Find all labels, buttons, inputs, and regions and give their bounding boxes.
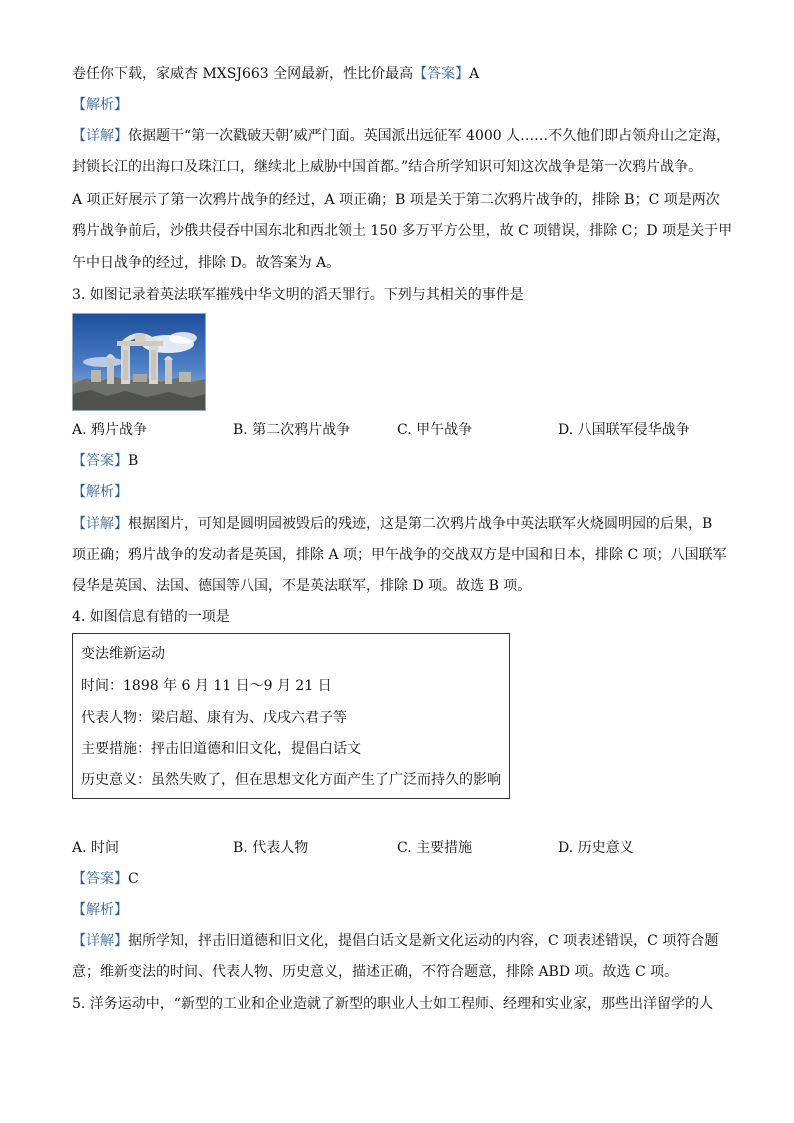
q2-detail-line-4: 鸦片战争前后，沙俄共侵吞中国东北和西北领土 150 多万平方公里，故 C 项错误，排除 C；D 项是关于甲 [72,223,733,239]
answer-tag: 【答案】 [72,871,128,887]
q3-option-b: B. 第二次鸦片战争 [233,422,351,438]
q3-stem: 3. 如图记录着英法联军摧残中华文明的滔天罪行。下列与其相关的事件是 [72,287,524,303]
q3-option-a: A. 鸦片战争 [72,422,148,438]
analysis-tag: 【解析】 [72,97,128,113]
answer-value: B [128,453,139,469]
box-title: 变法维新运动 [81,646,165,662]
detail-text: 据所学知，抨击旧道德和旧文化，提倡白话文是新文化运动的内容，C 项表述错误，C 项符合题 [128,933,719,949]
answer-tag: 【答案】 [413,66,470,82]
q3-detail-line-2: 项正确；鸦片战争的发动者是英国，排除 A 项；甲午战争的交战双方是中国和日本，排除 C 项；八国联军 [72,547,727,563]
box-measures: 主要措施：抨击旧道德和旧文化，提倡白话文 [81,741,361,757]
analysis-tag: 【解析】 [72,484,128,500]
q4-option-d: D. 历史意义 [558,840,634,856]
q4-stem: 4. 如图信息有错的一项是 [72,609,230,625]
q3-option-d: D. 八国联军侵华战争 [558,422,690,438]
box-significance: 历史意义：虽然失败了，但在思想文化方面产生了广泛而持久的影响 [81,772,501,788]
q2-detail-line-2: 封锁长江的出海口及珠江口，继续北上威胁中国首都。”结合所学知识可知这次战争是第一次鸦片战争。 [72,159,703,175]
q3-detail-line-1 [72,514,712,534]
q4-detail-line-1 [72,931,718,951]
detail-tag: 【详解】 [72,128,128,144]
q2-detail-line-3: A 项正好展示了第一次鸦片战争的经过，A 项正确；B 项是关于第二次鸦片战争的，排除 B；C 项是两次 [72,192,720,208]
detail-text: 根据图片，可知是圆明园被毁后的残迹，这是第二次鸦片战争中英法联军火烧圆明园的后果，B [128,516,713,532]
q4-option-b: B. 代表人物 [233,840,309,856]
q3-answer [72,451,138,471]
detail-tag: 【详解】 [72,933,128,949]
q4-info-box [72,633,510,799]
header-line [72,64,479,84]
answer-value: A [469,66,480,82]
detail-tag: 【详解】 [72,516,128,532]
header-text: 卷任你下载，家威杏 MXSJ663 全网最新，性比价最高 [72,66,414,82]
q3-detail-line-3: 侵华是英国、法国、德国等八国，不是英法联军，排除 D 项。故选 B 项。 [72,578,532,594]
q3-option-c: C. 甲午战争 [397,422,473,438]
q4-option-c: C. 主要措施 [397,840,473,856]
q2-detail-line-5: 午中日战争的经过，排除 D。故答案为 A。 [72,255,341,271]
analysis-tag: 【解析】 [72,902,128,918]
detail-text: 依据题干“第一次戳破天朝’威严门面。英国派出远征军 4000 人……不久他们即占领舟山之定海， [128,128,731,144]
answer-tag: 【答案】 [72,453,128,469]
q5-stem: 5. 洋务运动中，“新型的工业和企业造就了新型的职业人士如工程师、经理和实业家，那些出洋留学的人 [72,996,713,1012]
yuanmingyuan-ruins-photo [72,313,206,411]
box-time: 时间：1898 年 6 月 11 日～9 月 21 日 [81,678,332,694]
box-figures: 代表人物：梁启超、康有为、戊戌六君子等 [81,710,347,726]
q4-detail-line-2: 意；维新变法的时间、代表人物、历史意义，描述正确，不符合题意，排除 ABD 项。故选 C 项。 [72,964,679,980]
answer-value: C [128,871,139,887]
q4-answer [72,869,139,889]
q4-option-a: A. 时间 [72,840,120,856]
q2-detail-line-1 [72,126,730,146]
